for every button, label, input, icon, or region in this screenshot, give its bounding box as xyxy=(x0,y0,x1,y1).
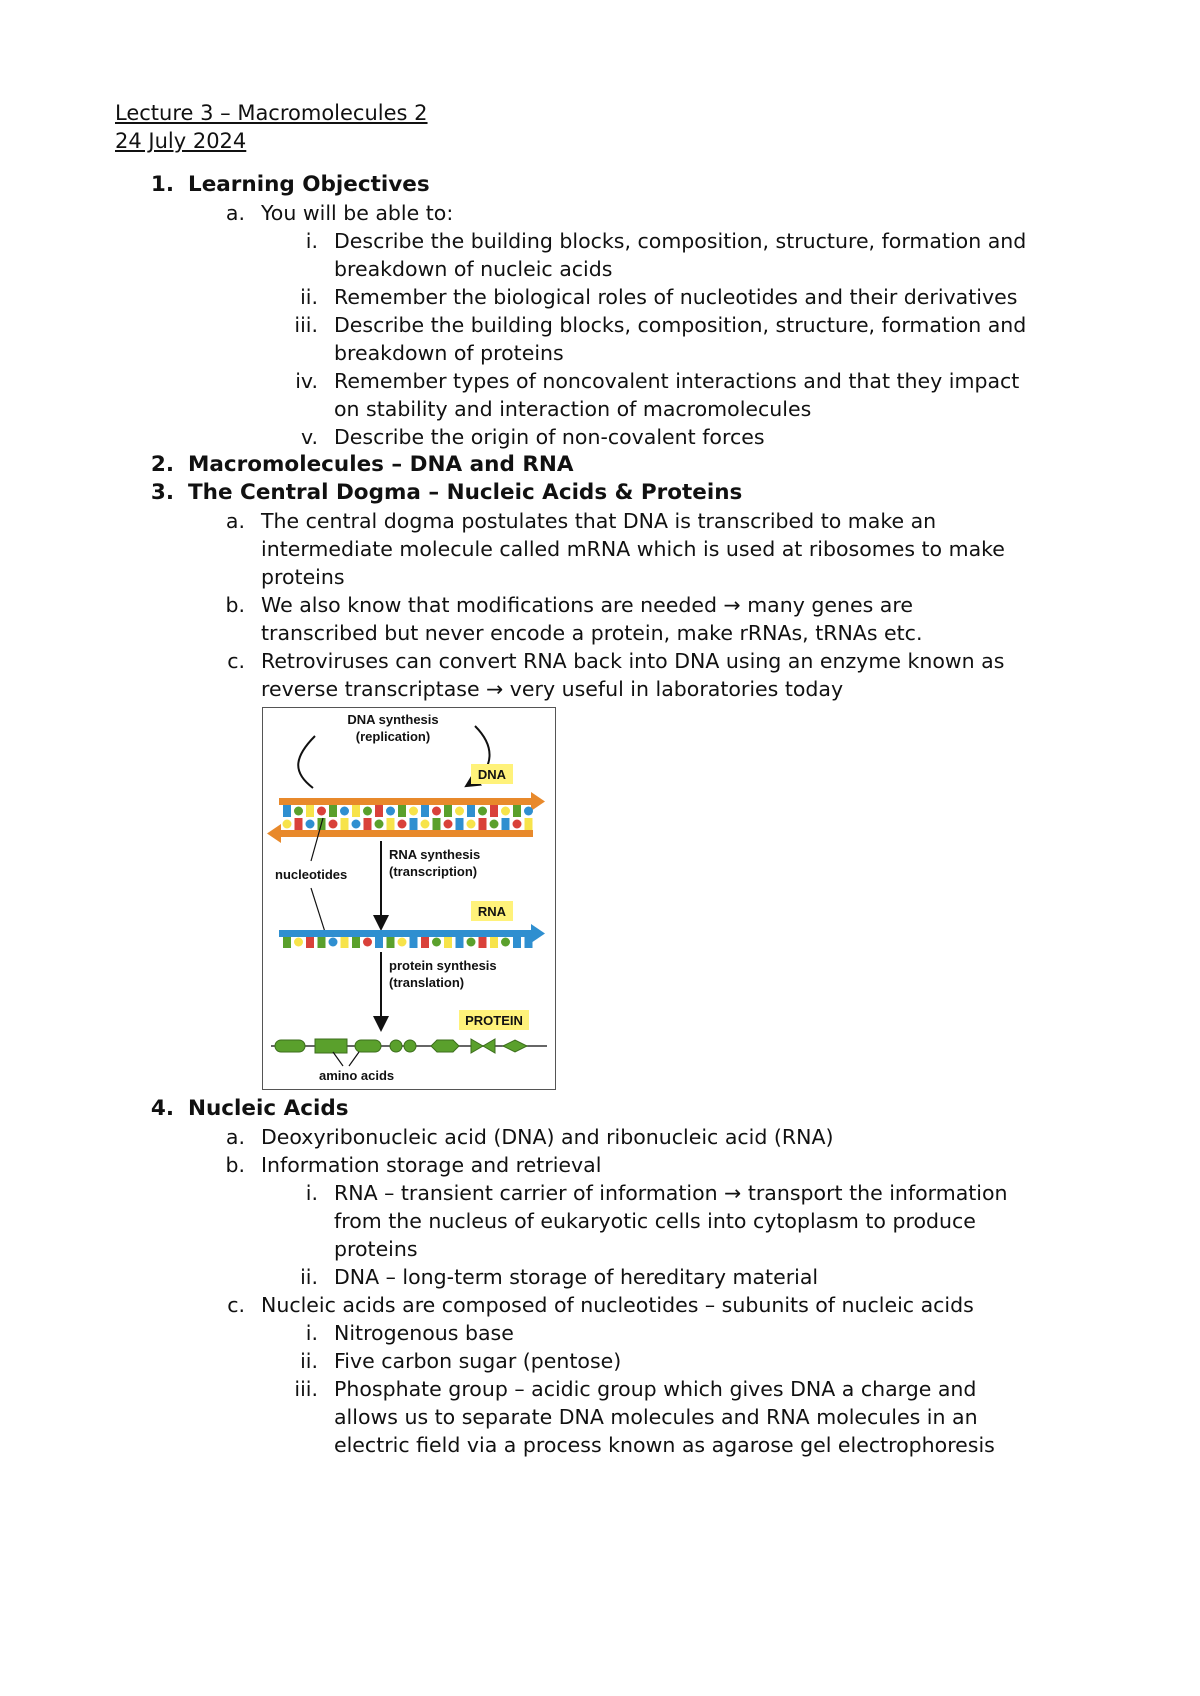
list-item-line: We also know that modifications are needed → many genes are xyxy=(261,593,913,617)
dna-base xyxy=(490,805,498,817)
list-item-line: on stability and interaction of macromolecules xyxy=(334,397,812,421)
section-number: 3. xyxy=(150,480,174,505)
list-item-line: Remember types of noncovalent interactions and that they impact xyxy=(334,369,1020,393)
rna-base xyxy=(329,938,338,947)
rna-base xyxy=(363,938,372,947)
list-item-line: Describe the building blocks, composition, structure, formation and xyxy=(334,313,1027,337)
dna-base xyxy=(352,805,360,817)
dna-base xyxy=(283,820,292,829)
list-item-line: transcribed but never encode a protein, make rRNAs, tRNAs etc. xyxy=(261,621,923,645)
dna-base xyxy=(386,807,395,816)
dna-base xyxy=(501,807,510,816)
dna-base xyxy=(363,807,372,816)
rna-base xyxy=(410,937,418,948)
list-marker: iii. xyxy=(294,313,318,337)
rna-strand-arrow xyxy=(531,924,545,943)
list-item-line: Nucleic acids are composed of nucleotides – subunits of nucleic acids xyxy=(261,1293,974,1317)
nucleotides-label: nucleotides xyxy=(275,867,348,882)
rna-strand xyxy=(279,930,533,937)
rna-base xyxy=(375,937,383,948)
list-item-line: The central dogma postulates that DNA is transcribed to make an xyxy=(261,509,937,533)
rna-base xyxy=(318,937,326,948)
dna-base xyxy=(375,820,384,829)
dna-base xyxy=(456,818,464,830)
protein-synthesis-label: protein synthesis xyxy=(389,958,497,973)
rna-base xyxy=(306,937,314,948)
list-item-line: Nitrogenous base xyxy=(334,1321,514,1345)
list-item-line: Remember the biological roles of nucleotides and their derivatives xyxy=(334,285,1018,309)
dna-base xyxy=(479,818,487,830)
central-dogma-diagram xyxy=(263,708,554,1088)
rna-base xyxy=(283,937,291,948)
section-number: 4. xyxy=(150,1096,174,1121)
list-item-line: Information storage and retrieval xyxy=(261,1153,602,1177)
dna-base xyxy=(283,805,291,817)
dna-base xyxy=(387,818,395,830)
list-marker: iv. xyxy=(295,369,318,393)
dna-base xyxy=(524,807,533,816)
list-marker: c. xyxy=(227,649,245,673)
list-marker: c. xyxy=(227,1293,245,1317)
dna-base xyxy=(352,820,361,829)
section-heading-macromolecules: Macromolecules – DNA and RNA xyxy=(188,452,574,477)
dna-base xyxy=(341,818,349,830)
section-number: 2. xyxy=(150,452,174,477)
translation-label: (translation) xyxy=(389,975,465,990)
dna-base xyxy=(340,807,349,816)
dna-base xyxy=(294,807,303,816)
replication-label: (replication) xyxy=(355,729,431,744)
dna-bottom-strand xyxy=(279,830,533,837)
list-item-line: intermediate molecule called mRNA which is used at ribosomes to make xyxy=(261,537,1005,561)
dna-base xyxy=(375,805,383,817)
dna-base xyxy=(478,807,487,816)
list-marker: i. xyxy=(305,229,318,253)
list-marker: v. xyxy=(300,425,318,449)
list-item-line: Deoxyribonucleic acid (DNA) and ribonucleic acid (RNA) xyxy=(261,1125,834,1149)
dna-base xyxy=(295,818,303,830)
dna-base xyxy=(433,818,441,830)
dna-base xyxy=(364,818,372,830)
amino-acid xyxy=(431,1040,459,1052)
dna-base xyxy=(432,807,441,816)
list-item-line: proteins xyxy=(334,1237,418,1261)
rna-base xyxy=(513,937,521,948)
dna-top-strand xyxy=(279,798,533,805)
list-item-line: Retroviruses can convert RNA back into DNA using an enzyme known as xyxy=(261,649,1005,673)
list-marker: ii. xyxy=(300,285,318,309)
dna-label: DNA xyxy=(477,767,507,782)
rna-base xyxy=(398,938,407,947)
dna-base xyxy=(455,807,464,816)
list-item-line: breakdown of nucleic acids xyxy=(334,257,613,281)
list-marker: a. xyxy=(225,201,245,225)
central-dogma-figure xyxy=(262,707,556,1090)
list-item-line: RNA – transient carrier of information → transport the information xyxy=(334,1181,1008,1205)
list-item-line: proteins xyxy=(261,565,345,589)
section-heading-central-dogma: The Central Dogma – Nucleic Acids & Proteins xyxy=(188,480,743,505)
amino-acid xyxy=(315,1039,347,1053)
amino-acid xyxy=(390,1040,402,1052)
dna-base xyxy=(444,820,453,829)
replication-arc-left xyxy=(298,736,315,788)
section-heading-learning-objectives: Learning Objectives xyxy=(188,172,430,197)
rna-base xyxy=(525,937,533,948)
list-item-line: Phosphate group – acidic group which gives DNA a charge and xyxy=(334,1377,977,1401)
dna-base xyxy=(410,818,418,830)
list-item-line: DNA – long-term storage of hereditary material xyxy=(334,1265,819,1289)
dna-base xyxy=(421,820,430,829)
list-marker: iii. xyxy=(294,1377,318,1401)
dna-base xyxy=(306,805,314,817)
rna-base xyxy=(341,937,349,948)
dna-base xyxy=(467,820,476,829)
dna-bottom-strand-arrow xyxy=(267,824,281,843)
dna-base xyxy=(317,807,326,816)
list-item-line: reverse transcriptase → very useful in laboratories today xyxy=(261,677,844,701)
dna-synthesis-label: DNA synthesis xyxy=(347,712,439,727)
dna-base xyxy=(329,805,337,817)
rna-base xyxy=(490,937,498,948)
list-item-line: Describe the building blocks, composition, structure, formation and xyxy=(334,229,1027,253)
rna-synthesis-label: RNA synthesis xyxy=(389,847,481,862)
lecture-title: Lecture 3 – Macromolecules 2 xyxy=(115,101,428,125)
dna-base xyxy=(398,820,407,829)
list-item-line: allows us to separate DNA molecules and RNA molecules in an xyxy=(334,1405,978,1429)
section-heading-nucleic-acids: Nucleic Acids xyxy=(188,1096,349,1121)
dna-base xyxy=(513,805,521,817)
list-item-line: Describe the origin of non-covalent forces xyxy=(334,425,765,449)
amino-acids-pointer xyxy=(349,1052,359,1066)
dna-base xyxy=(525,818,533,830)
list-marker: i. xyxy=(305,1181,318,1205)
amino-acid xyxy=(471,1039,495,1053)
dna-base xyxy=(490,820,499,829)
dna-base xyxy=(409,807,418,816)
rna-base xyxy=(421,937,429,948)
dna-base xyxy=(398,805,406,817)
list-item-line: breakdown of proteins xyxy=(334,341,564,365)
nucleotides-pointer-bottom xyxy=(311,888,325,932)
rna-label: RNA xyxy=(477,904,507,919)
list-marker: ii. xyxy=(300,1349,318,1373)
objectives-intro: You will be able to: xyxy=(261,201,454,225)
list-item-line: electric field via a process known as agarose gel electrophoresis xyxy=(334,1433,995,1457)
rna-base xyxy=(501,938,510,947)
amino-acids-pointer xyxy=(333,1052,343,1066)
list-marker: b. xyxy=(225,593,245,617)
amino-acid xyxy=(404,1040,416,1052)
dna-base xyxy=(306,820,315,829)
rna-base xyxy=(444,937,452,948)
dna-base xyxy=(502,818,510,830)
rna-base xyxy=(352,937,360,948)
rna-base xyxy=(294,938,303,947)
transcription-label: (transcription) xyxy=(389,864,478,879)
amino-acid xyxy=(503,1040,527,1052)
amino-acid xyxy=(355,1040,381,1052)
dna-top-strand-arrow xyxy=(531,792,545,811)
rna-base xyxy=(387,937,395,948)
dna-base xyxy=(329,820,338,829)
amino-acids-label: amino acids xyxy=(319,1068,395,1083)
list-item-line: Five carbon sugar (pentose) xyxy=(334,1349,622,1373)
dna-base xyxy=(444,805,452,817)
lecture-date: 24 July 2024 xyxy=(115,129,247,153)
list-marker: a. xyxy=(225,509,245,533)
list-marker: a. xyxy=(225,1125,245,1149)
dna-base xyxy=(513,820,522,829)
rna-base xyxy=(467,938,476,947)
protein-label: PROTEIN xyxy=(465,1013,523,1028)
list-marker: ii. xyxy=(300,1265,318,1289)
list-marker: i. xyxy=(305,1321,318,1345)
rna-base xyxy=(479,937,487,948)
rna-bases xyxy=(283,937,533,948)
dna-base xyxy=(467,805,475,817)
list-marker: b. xyxy=(225,1153,245,1177)
section-number: 1. xyxy=(150,172,174,197)
rna-base xyxy=(456,937,464,948)
rna-base xyxy=(432,938,441,947)
list-item-line: from the nucleus of eukaryotic cells into cytoplasm to produce xyxy=(334,1209,976,1233)
amino-acid xyxy=(275,1040,305,1052)
dna-base xyxy=(421,805,429,817)
